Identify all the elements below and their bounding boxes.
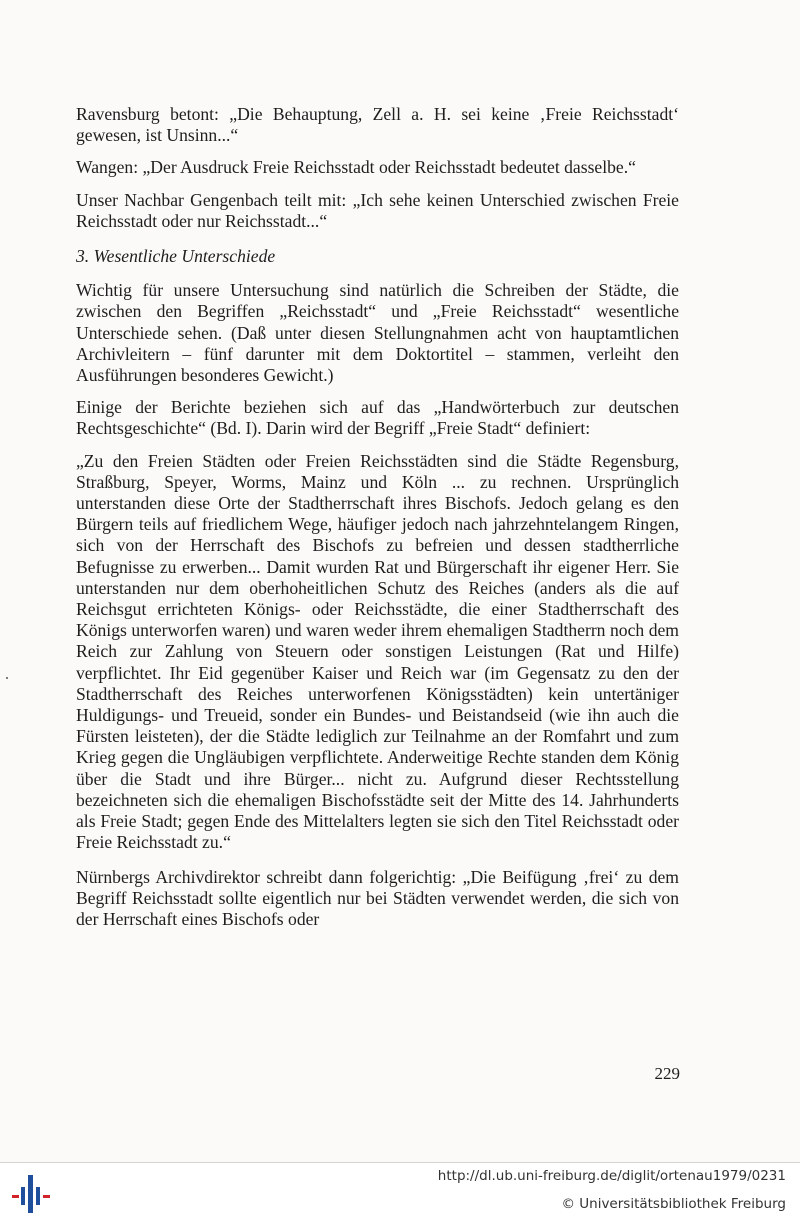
footer-bar bbox=[0, 1162, 800, 1221]
paragraph-ravensburg: Ravensburg betont: „Die Behauptung, Zell a. H. sei keine ‚Freie Reichsstadt‘ gewesen, ist Unsinn...“ bbox=[76, 104, 679, 146]
copyright-text: © Universitätsbibliothek Freiburg bbox=[561, 1196, 786, 1212]
section-heading: 3. Wesentliche Unterschiede bbox=[76, 246, 276, 267]
block-quote: „Zu den Freien Städten oder Freien Reichsstädten sind die Städte Regensburg, Straßburg, Speyer, Worms, Mainz und Köln ... zu rechnen. Ursprünglich unterstanden diese Orte der Stadtherrschaft ihres Bischofs. Jedoch gelang es den Bürgern teils auf friedlichem Wege, häufiger jedoch nach jahrzehntelangem Ringen, sich von der Herrschaft des Bischofs zu befreien und dessen stadtherrliche Befugnisse zu erwerben... Damit wurden Rat und Bürgerschaft ihr eigener Herr. Sie unterstanden nur dem oberhoheitlichen Schutz des Reiches (anders als die auf Reichsgut errichteten Königs- oder Reichsstädte, die einer Stadtherrschaft des Königs unterworfen waren) und waren weder ihrem ehemaligen Stadtherrn noch dem Reich zur Zahlung von Steuern oder sonstigen Leistungen (Rat und Hilfe) verpflichtet. Ihr Eid gegenüber Kaiser und Reich war (im Gegensatz zu den der Stadtherrschaft des Reiches unterworfenen Königsstädten) kein untertäniger Huldigungs- und Treueid, sonder ein Bundes- und Beistandseid (wie ihn auch die Fürsten leisteten), der die Städte lediglich zur Teilnahme an der Romfahrt und zum Krieg gegen die Ungläubigen verpflichtete. Anderweitige Rechte standen dem König über die Stadt und ihre Bürger... nicht zu. Aufgrund dieser Rechtsstellung bezeichneten sich die ehemaligen Bischofsstädte seit der Mitte des 14. Jahrhunderts als Freie Stadt; gegen Ende des Mittelalters legten sie sich den Titel Reichsstadt oder Freie Reichsstadt zu.“ bbox=[76, 450, 679, 853]
library-logo-icon bbox=[12, 1173, 52, 1213]
paragraph-handwoerterbuch: Einige der Berichte beziehen sich auf das „Handwörterbuch zur deutschen Rechtsgeschichte“ (Bd. I). Darin wird der Begriff „Freie Stadt“ definiert: bbox=[76, 397, 679, 439]
paragraph-wichtig: Wichtig für unsere Untersuchung sind natürlich die Schreiben der Städte, die zwischen den Begriffen „Reichsstadt“ und „Freie Reichsstadt“ wesentliche Unterschiede sehen. (Daß unter diesen Stellungnahmen acht von hauptamtlichen Archivleitern – fünf darunter mit dem Doktortitel – stammen, verleiht den Ausführungen besonderes Gewicht.) bbox=[76, 280, 679, 386]
paragraph-wangen: Wangen: „Der Ausdruck Freie Reichsstadt oder Reichsstadt bedeutet dasselbe.“ bbox=[76, 157, 636, 178]
document-body bbox=[76, 104, 679, 941]
margin-speck bbox=[6, 677, 8, 679]
permalink-link[interactable]: http://dl.ub.uni-freiburg.de/diglit/ortenau1979/0231 bbox=[437, 1168, 786, 1184]
page-number: 229 bbox=[654, 1064, 680, 1083]
paragraph-gengenbach: Unser Nachbar Gengenbach teilt mit: „Ich sehe keinen Unterschied zwischen Freie Reichsstadt oder nur Reichsstadt...“ bbox=[76, 189, 679, 231]
paragraph-nuernberg: Nürnbergs Archivdirektor schreibt dann folgerichtig: „Die Beifügung ‚frei‘ zu dem Begriff Reichsstadt sollte eigentlich nur bei Städten verwendet werden, die sich von der Herrschaft eines Bischofs oder bbox=[76, 866, 679, 929]
